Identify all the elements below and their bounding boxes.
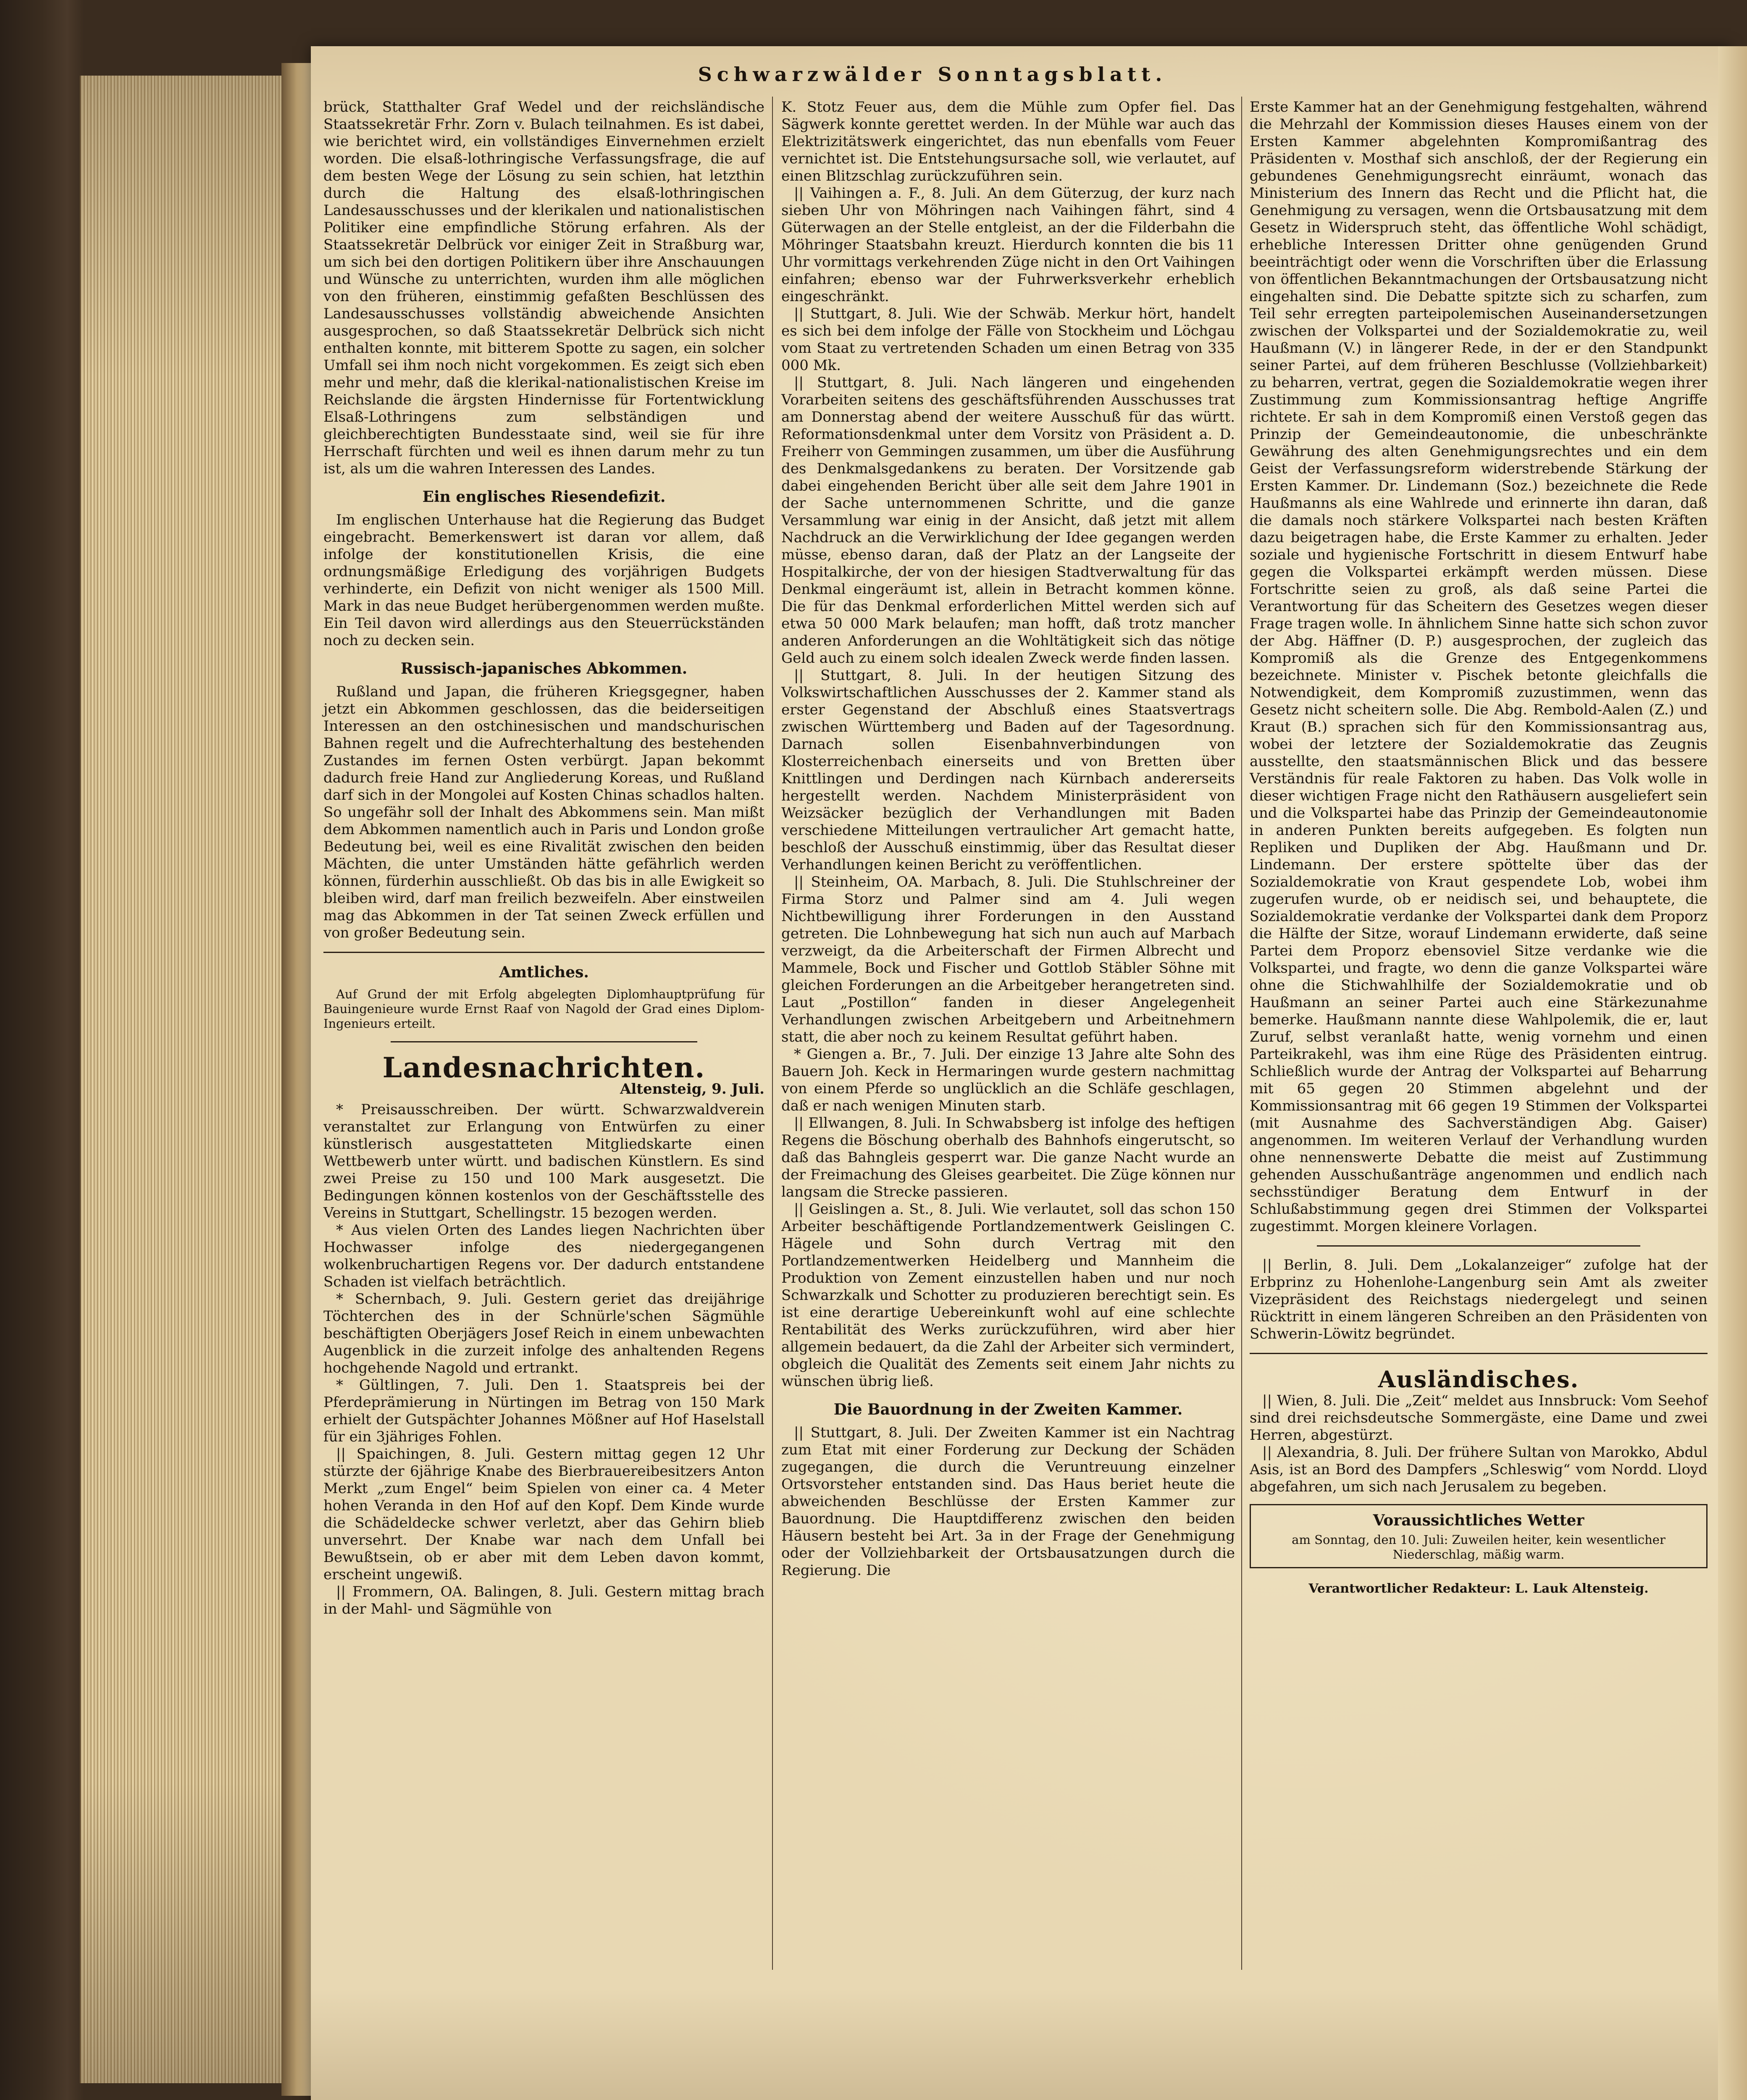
- column-rule: [772, 97, 773, 1970]
- news-item: || Stuttgart, 8. Juli. Wie der Schwäb. Merkur hört, handelt es sich bei dem infolge der Fälle von Stockheim und Löchgau vom Staat zu vertretenden Schaden um einen Betrag von 335 000 Mk.: [781, 305, 1235, 374]
- news-item: || Spaichingen, 8. Juli. Gestern mittag gegen 12 Uhr stürzte der 6jährige Knabe des Bierbrauereibesitzers Anton Merkt „zum Engel“ beim Spielen von einer ca. 4 Meter hohen Veranda in den Hof auf den Kopf. Dem Kinde wurde die Schädeldecke schwer verletzt, aber das Gehirn blieb unversehrt. Der Knabe war nach dem Unfall bei Bewußtsein, ob er aber mit dem Leben davon kommt, erscheint ungewiß.: [323, 1446, 764, 1583]
- news-item: || Geislingen a. St., 8. Juli. Wie verlautet, soll das schon 150 Arbeiter beschäftigende Portlandzementwerk Geislingen C. Hägele und Sohn durch Vertrag mit den Portlandzementwerken Heidelberg und Mannheim die Produktion von Zement einzustellen haben und nur noch Schwarzkalk und Schotter zu produzieren berechtigt sein. Es ist eine derartige Uebereinkunft wohl auf eine schlechte Rentabilität des Werks zurückzuführen, wird aber hier allgemein bedauert, da die Zahl der Arbeiter sich vermindert, obgleich die Qualität des Zements seit einem Jahr nichts zu wünschen übrig ließ.: [781, 1201, 1235, 1390]
- article-continued: Erste Kammer hat an der Genehmigung festgehalten, während die Mehrzahl der Kommission dieses Hauses einem von der Ersten Kammer abgelehnten Kompromißantrag des Präsidenten v. Mosthaf sich anschloß, der der Regierung ein gebundenes Genehmigungsrecht einräumt, wonach das Ministerium des Innern das Recht und die Pflicht hat, die Genehmigung zu versagen, wenn die Ortsbausatzung mit dem Gesetz in Widerspruch steht, das öffentliche Wohl schädigt, erhebliche Interessen Dritter ohne genügenden Grund beeinträchtigt oder wenn die Vorschriften über die Erlassung von öffentlichen Bekanntmachungen der Ortsbausatzung nicht eingehalten sind. Die Debatte spitzte sich zu scharfen, zum Teil sehr erregten parteipolemischen Auseinandersetzungen zwischen der Volkspartei und der Sozialdemokratie zu, weil Haußmann (V.) in längerer Rede, in der er den Standpunkt seiner Partei, auf dem früheren Beschlusse (Vollziehbarkeit) zu beharren, vertrat, gegen die Sozialdemokratie wegen ihrer Zustimmung zum Kommissionsantrag heftige Angriffe richtete. Er sah in dem Kompromiß einen Verstoß gegen das Prinzip der Gemeindeautonomie, die unbeschränkte Gewährung des alten Genehmigungsrechtes und ein dem Geist der Verfassungsreform widerstrebende Stärkung der Ersten Kammer. Dr. Lindemann (Soz.) bezeichnete die Rede Haußmanns als eine Wahlrede und erinnerte ihn daran, daß die damals noch stärkere Volkspartei nach besten Kräften dazu beigetragen habe, die Erste Kammer zu erhalten. Jeder soziale und hygienische Fortschritt in diesem Entwurf habe gegen die Volkspartei erkämpft werden müssen. Diese Fortschritte seien zu groß, als daß seine Partei die Verantwortung für das Scheitern des Gesetzes wegen dieser Frage tragen wolle. In ähnlichem Sinne hatte sich schon zuvor der Abg. Häffner (D. P.) ausgesprochen, der zugleich das Kompromiß als die Grenze des Entgegenkommens bezeichnete. Minister v. Pischek betonte gleichfalls die Notwendigkeit, dem Kompromiß zuzustimmen, wenn das Gesetz nicht scheitern solle. Die Abg. Rembold-Aalen (Z.) und Kraut (B.) sprachen sich für den Kommissionsantrag aus, wobei der letztere der Sozialdemokratie das Zeugnis ausstellte, den staatsmännischen Blick und das bessere Verständnis für reale Faktoren zu haben. Das Volk wolle in dieser wichtigen Frage nicht den Rathäusern ausgeliefert sein und die Volkspartei habe das Prinzip der Gemeindeautonomie in anderen Punkten bereits aufgegeben. Es folgten nun Repliken und Dupliken der Abg. Haußmann und Dr. Lindemann. Der erstere spöttelte über das der Sozialdemokratie von Kraut gespendete Lob, wobei ihm zugerufen wurde, ob er neidisch sei, und behauptete, die Sozialdemokratie verdanke der Volkspartei dank dem Proporz die Hälfte der Sitze, worauf Lindemann erwiderte, daß seine Partei dem Proporz ebensoviel Sitze verdanke wie die Volkspartei, und fragte, wo denn die ganze Volkspartei wäre ohne die Stichwahlhilfe der Sozialdemokratie und ob Haußmann an seiner Partei auch eine Stärkezunahme bemerke. Haußmann nannte diese Wahlpolemik, die er, laut Zuruf, selbst veranlaßt hatte, wenig vornehm und einen Parteikrakehl, was ihm eine Rüge des Präsidenten eintrug. Schließlich wurde der Antrag der Volkspartei auf Beharrung mit 65 gegen 20 Stimmen abgelehnt und der Kommissionsantrag mit 66 gegen 19 Stimmen der Volkspartei (mit Ausnahme des Sachverständigen Abg. Gaiser) angenommen. Im weiteren Verlauf der Verhandlung wurden ohne nennenswerte Debatte die meist auf Zustimmung gehenden Ausschußanträge angenommen und endlich nach sechsstündiger Beratung dem Entwurf in der Schlußabstimmung gegen drei Stimmen der Volkspartei zugestimmt. Morgen kleinere Vorlagen.: [1250, 99, 1708, 1235]
- page-stack-edges: [80, 76, 283, 2083]
- news-item: K. Stotz Feuer aus, dem die Mühle zum Opfer fiel. Das Sägwerk konnte gerettet werden. In der Mühle war auch das Elektrizitätswerk eingerichtet, das nun ebenfalls vom Feuer vernichtet ist. Die Entstehungsursache soll, wie verlautet, auf einen Blitzschlag zurückzuführen sein.: [781, 99, 1235, 184]
- section-heading: Amtliches.: [499, 963, 589, 981]
- weather-box: [1250, 1504, 1708, 1568]
- section-title: Landesnachrichten.: [382, 1051, 706, 1084]
- news-item: || Alexandria, 8. Juli. Der frühere Sultan von Marokko, Abdul Asis, ist an Bord des Dampfers „Schleswig“ vom Nordd. Lloyd abgefahren, um sich nach Jerusalem zu begeben.: [1250, 1444, 1708, 1495]
- news-item: * Giengen a. Br., 7. Juli. Der einzige 13 Jahre alte Sohn des Bauern Joh. Keck in Hermaringen wurde gestern nachmittag von einem Pferde so unglücklich an die Schläfe geschlagen, daß er nach wenigen Minuten starb.: [781, 1046, 1235, 1114]
- news-item: || Ellwangen, 8. Juli. In Schwabsberg ist infolge des heftigen Regens die Böschung oberhalb des Bahnhofs eingerutscht, so daß das Bahngleis gesperrt war. Die ganze Nacht wurde an der Freimachung des Gleises gearbeitet. Die Züge können nur langsam die Strecke passieren.: [781, 1115, 1235, 1200]
- editor-line: Verantwortlicher Redakteur: L. Lauk Altensteig.: [1308, 1581, 1649, 1596]
- news-item: || Stuttgart, 8. Juli. Der Zweiten Kammer ist ein Nachtrag zum Etat mit einer Forderung zur Deckung der Schäden zugegangen, die durch die Veruntreuung einzelner Ortsvorsteher entstanden sind. Das Haus beriet heute die abweichenden Beschlüsse der Ersten Kammer zur Bauordnung. Die Hauptdifferenz zwischen den beiden Häusern besteht bei Art. 3a in der Frage der Genehmigung oder der Vollziehbarkeit der Ortsbausatzungen durch die Regierung. Die: [781, 1424, 1235, 1579]
- divider: [1317, 1245, 1640, 1247]
- masthead: Schwarzwälder Sonntagsblatt.: [698, 63, 1167, 86]
- news-item: * Gültlingen, 7. Juli. Den 1. Staatspreis bei der Pferdeprämierung in Nürtingen im Betrag von 150 Mark erhielt der Gutspächter Johannes Mößner auf Hof Haselstall für ein 3jähriges Fohlen.: [323, 1377, 764, 1445]
- weather-forecast: am Sonntag, den 10. Juli: Zuweilen heiter, kein wesentlicher Niederschlag, mäßig warm.: [1292, 1533, 1666, 1562]
- column-3: [1250, 99, 1708, 1597]
- article-continued: brück, Statthalter Graf Wedel und der reichsländische Staatssekretär Frhr. Zorn v. Bulach teilnahmen. Es ist dabei, wie berichtet wird, ein vollständiges Einvernehmen erzielt worden. Die elsaß-lothringische Verfassungsfrage, die auf dem besten Wege der Lösung zu sein schien, hat letzthin durch die Haltung des elsaß-lothringischen Landesausschusses und der klerikalen und nationalistischen Politiker eine empfindliche Störung erfahren. Als der Staatssekretär Delbrück vor einiger Zeit in Straßburg war, um sich bei den dortigen Politikern über ihre Anschauungen und Wünsche zu unterrichten, wurden ihm alle möglichen von den früheren, einstimmig gefaßten Beschlüssen des Landesausschusses vollständig abweichende Ansichten ausgesprochen, so daß Staatssekretär Delbrück sich nicht enthalten konnte, mit bitterem Spotte zu sagen, ein solcher Umfall sei ihm noch nicht vorgekommen. Es zeigt sich eben mehr und mehr, daß die klerikal-nationalistischen Kreise im Reichslande die ärgsten Hindernisse für Fortentwicklung Elsaß-Lothringens zum selbständigen und gleichberechtigten Bundesstaate sind, weil sie für ihre Herrschaft fürchten und weil es ihnen darum mehr zu tun ist, als um die wahren Interessen des Landes.: [323, 99, 764, 477]
- weather-heading: Voraussichtliches Wetter: [1373, 1512, 1584, 1529]
- notice: Auf Grund der mit Erfolg abgelegten Diplomhauptprüfung für Bauingenieure wurde Ernst Raaf von Nagold der Grad eines Diplom-Ingenieurs erteilt.: [323, 987, 764, 1031]
- news-item: * Preisausschreiben. Der württ. Schwarzwaldverein veranstaltet zur Erlangung von Entwürfen zu einer künstlerisch ausgestatteten Mitgliedskarte einen Wettbewerb unter württ. und badischen Künstlern. Es sind zwei Preise zu 150 und 100 Mark ausgesetzt. Die Bedingungen können kostenlos von der Geschäftsstelle des Vereins in Stuttgart, Schellingstr. 15 bezogen werden.: [323, 1101, 764, 1221]
- article-body: Im englischen Unterhause hat die Regierung das Budget eingebracht. Bemerkenswert ist daran vor allem, daß infolge der konstitutionellen Krisis, die eine ordnungsmäßige Erledigung des vorjährigen Budgets verhinderte, ein Defizit von nicht weniger als 1500 Mill. Mark in das neue Budget herübergenommen werden mußte. Ein Teil davon wird allerdings aus den Steuerrückständen noch zu decken sein.: [323, 512, 764, 649]
- news-item: || Wien, 8. Juli. Die „Zeit“ meldet aus Innsbruck: Vom Seehof sind drei reichsdeutsche Sommergäste, eine Dame und zwei Herren, abgestürzt.: [1250, 1392, 1708, 1444]
- divider: [1250, 1353, 1708, 1354]
- divider: [323, 952, 764, 953]
- dateline: Altensteig, 9. Juli.: [620, 1081, 764, 1097]
- news-item: || Frommern, OA. Balingen, 8. Juli. Gestern mittag brach in der Mahl- und Sägmühle von: [323, 1583, 764, 1617]
- divider: [391, 1041, 697, 1042]
- news-item: || Steinheim, OA. Marbach, 8. Juli. Die Stuhlschreiner der Firma Storz und Palmer sind am 4. Juli wegen Nichtbewilligung ihrer Forderungen in den Ausstand getreten. Die Lohnbewegung hat sich nun auch auf Marbach verzweigt, da die Arbeiterschaft der Firmen Albrecht und Mammele, Bock und Fischer und Gottlob Stäbler Söhne mit gleichen Forderungen an die Arbeitgeber herangetreten sind. Laut „Postillon“ fanden in dieser Angelegenheit Verhandlungen zwischen Arbeitgebern und Arbeitnehmern statt, die aber noch zu keinem Resultat geführt haben.: [781, 874, 1235, 1045]
- headline: Russisch-japanisches Abkommen.: [400, 660, 688, 677]
- news-item: * Schernbach, 9. Juli. Gestern geriet das dreijährige Töchterchen des in der Schnürle'schen Sägmühle beschäftigten Oberjägers Josef Reich in einem unbewachten Augenblick in die zurzeit infolge des anhaltenden Regens hochgehende Nagold und ertrankt.: [323, 1291, 764, 1376]
- news-item: || Berlin, 8. Juli. Dem „Lokalanzeiger“ zufolge hat der Erbprinz zu Hohenlohe-Langenburg sein Amt als zweiter Vizepräsident des Reichstags niedergelegt und seinen Rücktritt in einem längeren Schreiben an den Präsidenten von Schwerin-Löwitz begründet.: [1250, 1257, 1708, 1342]
- column-1: [323, 99, 764, 1618]
- article-body: Rußland und Japan, die früheren Kriegsgegner, haben jetzt ein Abkommen geschlossen, das die beiderseitigen Interessen an den ostchinesischen und mandschurischen Bahnen regelt und die Aufrechterhaltung des bestehenden Zustandes im fernen Osten verbürgt. Japan bekommt dadurch freie Hand zur Angliederung Koreas, und Rußland darf sich in der Mongolei auf Kosten Chinas schadlos halten. So ungefähr soll der Inhalt des Abkommens sein. Man mißt dem Abkommen namentlich auch in Paris und London große Bedeutung bei, weil es eine Rivalität zwischen den beiden Mächten, die unter Umständen hätte gefährlich werden können, fürderhin ausschließt. Ob das bis in alle Ewigkeit so bleiben wird, darf man freilich bezweifeln. Aber einstweilen mag das Abkommen in der Tat seinen Zweck erfüllen und von großer Bedeutung sein.: [323, 683, 764, 941]
- news-item: || Stuttgart, 8. Juli. Nach längeren und eingehenden Vorarbeiten seitens des geschäftsführenden Ausschusses trat am Donnerstag abend der weitere Ausschuß für das württ. Reformationsdenkmal unter dem Vorsitz von Präsident a. D. Freiherr von Gemmingen zusammen, um über die Ausführung des Denkmalsgedankens zu beraten. Der Vorsitzende gab dabei eingehenden Bericht über alle seit dem Jahre 1901 in der Sache unternommenen Schritte, und die ganze Versammlung war einig in der Ansicht, daß jetzt mit allem Nachdruck an die Verwirklichung der Idee gegangen werden müsse, ebenso daran, daß der Platz an der Langseite der Hospitalkirche, der von der hiesigen Stadtverwaltung für das Denkmal eingeräumt ist, allein in Betracht kommen könne. Die für das Denkmal erforderlichen Mittel werden sich auf etwa 50 000 Mark belaufen; man hofft, daß trotz mancher anderen Anforderungen an die Wohltätigkeit sich das nötige Geld auch zu einem solch idealen Zweck werde finden lassen.: [781, 374, 1235, 667]
- next-page-edge: [1718, 46, 1747, 2100]
- section-title: Ausländisches.: [1378, 1366, 1579, 1393]
- news-item: || Vaihingen a. F., 8. Juli. An dem Güterzug, der kurz nach sieben Uhr von Möhringen nach Vaihingen fährt, sind 4 Güterwagen an der Stelle entgleist, an der die Filderbahn die Möhringer Staatsbahn kreuzt. Hierdurch konnten die bis 11 Uhr vormittags verkehrenden Züge nicht in den Ort Vaihingen einfahren; ebenso war der Fuhrwerksverkehr erheblich eingeschränkt.: [781, 185, 1235, 305]
- column-rule: [1241, 97, 1242, 1970]
- headline: Die Bauordnung in der Zweiten Kammer.: [833, 1401, 1183, 1418]
- headline: Ein englisches Riesendefizit.: [422, 488, 666, 506]
- news-item: || Stuttgart, 8. Juli. In der heutigen Sitzung des Volkswirtschaftlichen Ausschusses der 2. Kammer stand als erster Gegenstand der Abschluß eines Staatsvertrags zwischen Württemberg und Baden auf der Tagesordnung. Darnach sollen Eisenbahnverbindungen von Klosterreichenbach einerseits und von Bretten über Knittlingen und Derdingen nach Kürnbach andererseits hergestellt werden. Nachdem Ministerpräsident von Weizsäcker bezüglich der Verhandlungen mit Baden verschiedene Mitteilungen vertraulicher Art gemacht hatte, beschloß der Ausschuß einstimmig, über das Resultat dieser Verhandlungen keinen Bericht zu veröffentlichen.: [781, 667, 1235, 873]
- news-item: * Aus vielen Orten des Landes liegen Nachrichten über Hochwasser infolge des niedergegangenen wolkenbruchartigen Regens vor. Der dadurch entstandene Schaden ist vielfach beträchtlich.: [323, 1222, 764, 1290]
- column-2: [781, 99, 1235, 1579]
